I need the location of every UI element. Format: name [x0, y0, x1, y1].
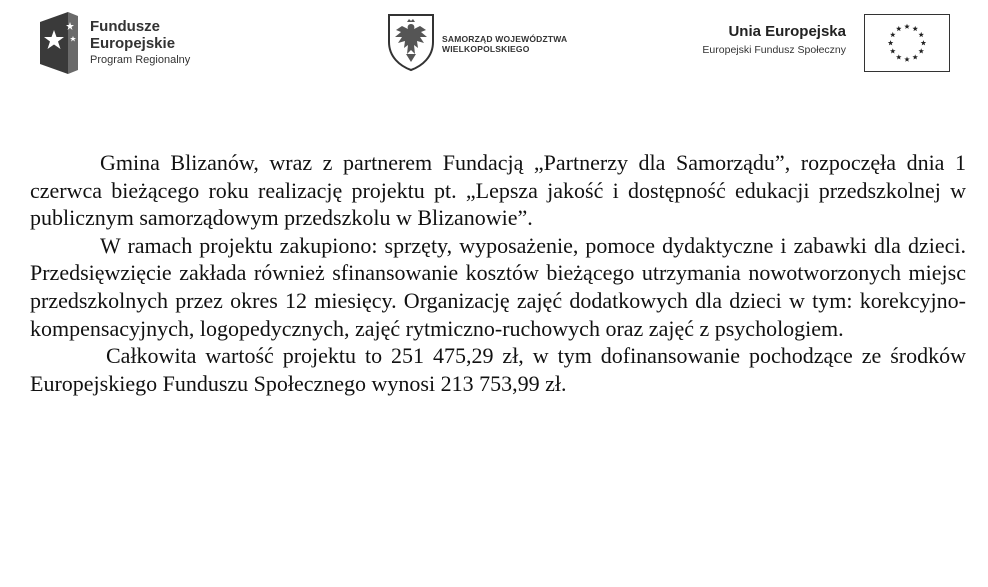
eu-logo-title: Unia Europejska [728, 23, 846, 40]
fe-star-logo-icon [40, 12, 78, 74]
unia-europejska-logo [660, 14, 950, 76]
samorzad-logo-line2: WIELKOPOLSKIEGO [442, 44, 530, 54]
eu-star [921, 40, 927, 45]
eu-star [912, 26, 918, 31]
logo-header [0, 0, 988, 90]
samorzad-wojewodztwa-logo [386, 12, 596, 74]
eu-star [904, 24, 910, 29]
eu-star [890, 32, 896, 37]
samorzad-logo-line1: SAMORZĄD WOJEWÓDZTWA [442, 34, 568, 44]
eu-star [904, 57, 910, 62]
eagle-crest-icon [386, 12, 436, 72]
fe-logo-line3: Program Regionalny [90, 54, 191, 66]
fundusze-europejskie-logo [40, 12, 210, 76]
eu-logo-subtitle: Europejski Fundusz Społeczny [702, 44, 846, 56]
document-body [30, 149, 966, 397]
eu-star [888, 40, 894, 45]
eu-flag-icon [864, 14, 950, 72]
eu-star [890, 48, 896, 53]
eu-star [918, 48, 924, 53]
paragraph-project-scope: W ramach projektu zakupiono: sprzęty, wyposażenie, pomoce dydaktyczne i zabawki dla dzieci. Przedsięwzięcie zakłada również sfinansowanie kosztów bieżącego utrzymania nowotworzonych miejsc przedszkolnych przez okres 12 miesięcy. Organizację zajęć dodatkowych dla dzieci w tym: korekcyjno-kompensacyjnych, logopedycznych, zajęć rytmiczno-ruchowych oraz zajęć z psychologiem. [30, 232, 966, 341]
eu-star [896, 26, 902, 31]
paragraph-project-value: Całkowita wartość projektu to 251 475,29 zł, w tym dofinansowanie pochodzące ze środków Europejskiego Funduszu Społecznego wynosi 213 753,99 zł. [30, 343, 966, 396]
fe-logo-line2: Europejskie [90, 35, 176, 52]
eu-star [912, 54, 918, 59]
paragraph-project-start: Gmina Blizanów, wraz z partnerem Fundacją „Partnerzy dla Samorządu”, rozpoczęła dnia 1 czerwca bieżącego roku realizację projektu pt. „Lepsza jakość i dostępność edukacji przedszkolnej w publicznym samorządowym przedszkolu w Blizanowie”. [30, 150, 966, 231]
eu-star [896, 54, 902, 59]
fe-logo-line1: Fundusze [90, 18, 160, 35]
eu-star [918, 32, 924, 37]
